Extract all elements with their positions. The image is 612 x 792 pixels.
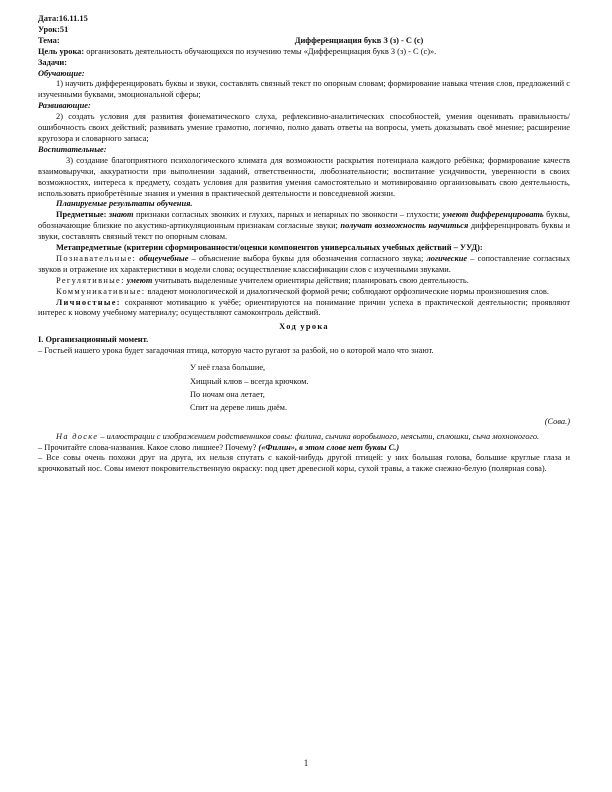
board-description: – иллюстрации с изображением родственников совы: филина, сычика воробьиного, неясыти, сплюшки, сыча мохноногого. — [100, 431, 540, 441]
lesson-date: Дата:16.11.15 — [38, 14, 88, 23]
poem-line: По ночам она летает, — [190, 389, 265, 399]
personal-results — [38, 298, 570, 320]
document-body — [38, 14, 570, 475]
pers-text: сохраняют мотивацию к учёбе; ориентируются на понимание причин успеха в практической деятельности; проявляют интерес к новому учебному материалу; осуществляют самоконтроль действий. — [38, 297, 571, 318]
subject-chance: получат возможность научиться — [340, 221, 469, 231]
topic-value: Дифференциация букв З (з) - С (с) — [294, 35, 424, 45]
subject-know: знают — [108, 210, 134, 220]
lesson-topic-line — [38, 36, 570, 47]
cog-general: общеучебные — [139, 253, 189, 263]
course-heading: Ход урока — [279, 322, 329, 332]
com-text: владеют монологической и диалогической формой речи; соблюдают орфоэпические нормы произношения слов. — [147, 286, 549, 296]
meta-heading: Метапредметные (критерии сформированности/оценки компонентов универсальных учебных действий – УУД): — [56, 243, 483, 253]
goal-label: Цель урока: — [38, 46, 85, 56]
question-text — [38, 443, 570, 454]
results-heading: Планируемые результаты обучения. — [56, 199, 193, 209]
cognitive-results — [38, 254, 570, 276]
edu-tasks-text: 1) научить дифференцировать буквы и звуки, составлять связный текст по опорным словам; формирование навыка чтения слов, предложений с изученными буквами, эмоциональной сферы; — [38, 79, 570, 100]
cog-text1: – объяснение выбора буквы для обозначения согласного звука; — [191, 253, 424, 263]
vos-tasks-text: 3) создание благоприятного психологического климата для возможности раскрытия потенциала каждого ребёнка; формирование качеств взаимовыручки, аккуратности при выполнении заданий, ответственности, любознательности; воспитание усидчивости, уверенности в своих возможностях, интереса к предмету, создать условия для развития умения самостоятельно и мотивированно организовывать свою деятельность, использовать приобретённые знания и умения в практической деятельности и повседневной жизни. — [38, 155, 570, 198]
poem-answer: (Сова.) — [544, 416, 570, 426]
cog-logical: логические — [426, 253, 468, 263]
dev-tasks-text: 2) создать условия для развития фонематического слуха, рефлексивно-аналитических способностей, умения оценивать правильность/ошибочность своих действий; развивать умение грамотно, логично, полно давать ответы на вопросы, уметь доказывать своё мнение; расширение кругозора и словарного запаса; — [38, 112, 570, 143]
board-label: На доске — [56, 431, 99, 441]
riddle-poem — [190, 363, 570, 414]
board-text — [38, 432, 570, 443]
vos-tasks-label: Воспитательные: — [38, 144, 107, 154]
closing-text: – Все совы очень похожи друг на друга, их нельзя спутать с какой-нибудь другой птицей: у них большая голова, большие круглые глаза и крючковатый нос. Совы имеют покровительственную окраску: под цвет древесной коры, сухой травы, а также снежно-белую (полярная сова). — [38, 453, 570, 474]
reg-text: учитывать выделенные учителем ориентиры действия; планировать свою деятельность. — [154, 275, 469, 285]
intro-text: – Гостьей нашего урока будет загадочная птица, которую часто ругают за разбой, но о которой мало что знают. — [38, 346, 434, 356]
pers-label: Личностные: — [56, 297, 121, 307]
com-label: Коммуникативные: — [56, 286, 146, 296]
subject-able: умеют дифференцировать — [442, 210, 544, 220]
subject-text2: буквы, обозначающие близкие по акустико-артикуляционным признакам согласные звуки; — [38, 210, 571, 231]
page-number: 1 — [303, 758, 309, 768]
subject-text1: признаки согласных звонких и глухих, парных и непарных по звонкости – глухости; — [135, 210, 441, 220]
reg-label: Регулятивные: — [56, 275, 125, 285]
section-heading: I. Организационный момент. — [38, 335, 149, 345]
reg-able: умеют — [126, 275, 153, 285]
question-answer: («Филин», в этом слове нет буквы С.) — [258, 442, 400, 452]
cog-label: Познавательные: — [56, 253, 137, 263]
subject-text3: дифференцировать буквы и звуки, составлять связный текст по опорным словам. — [38, 221, 571, 242]
lesson-number: Урок:51 — [38, 24, 69, 34]
lesson-goal — [38, 47, 570, 58]
subject-label: Предметные: — [56, 210, 107, 220]
tasks-label: Задачи: — [38, 57, 68, 67]
communicative-results — [38, 287, 570, 298]
poem-line: У неё глаза большие, — [190, 363, 266, 373]
topic-label: Тема: — [38, 35, 60, 45]
cog-text2: – сопоставление согласных звуков и отражение их характеристики в модели слова; осуществление классификации слов с изученными звуками. — [38, 253, 571, 274]
subject-results — [38, 210, 570, 243]
question: – Прочитайте слова-названия. Какое слово лишнее? Почему? — [38, 442, 257, 452]
poem-line: Спит на дереве лишь днём. — [190, 403, 288, 413]
poem-line: Хищный клюв – всегда крючком. — [190, 376, 309, 386]
goal-text: организовать деятельность обучающихся по изучению темы «Дифференциация букв З (з) - С (с)». — [86, 46, 437, 56]
dev-tasks-label: Развивающие: — [38, 101, 91, 111]
edu-tasks-label: Обучающие: — [38, 68, 85, 78]
regulative-results — [38, 276, 570, 287]
